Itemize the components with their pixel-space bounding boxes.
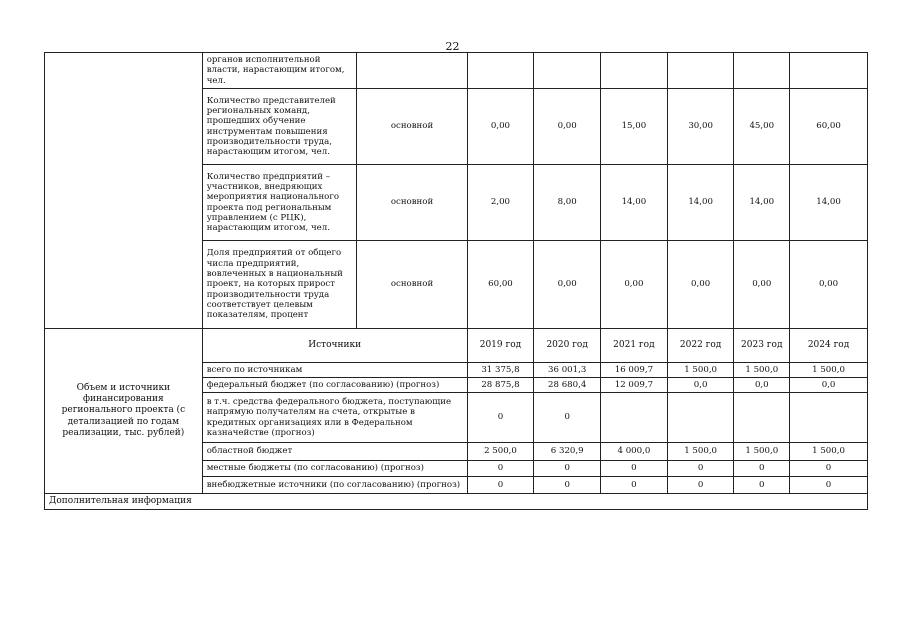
financing-value: 2 500,0 [467, 443, 534, 461]
indicator-value [734, 53, 790, 89]
financing-value: 0,0 [667, 378, 734, 393]
indicator-name: Доля предприятий от общего числа предприятий, вовлеченных в национальный проект, на которых прирост производительности труда соответствует целевым показателям, процент [202, 241, 357, 329]
indicator-value: 45,00 [734, 89, 790, 165]
source-name: федеральный бюджет (по согласованию) (прогноз) [202, 378, 467, 393]
source-name: всего по источникам [202, 363, 467, 378]
indicator-value: 14,00 [601, 165, 668, 241]
indicator-value [534, 53, 601, 89]
financing-value: 1 500,0 [734, 363, 790, 378]
financing-value: 0 [467, 477, 534, 494]
financing-value: 16 009,7 [601, 363, 668, 378]
indicator-value: 14,00 [734, 165, 790, 241]
indicator-value: 0,00 [734, 241, 790, 329]
indicator-value: 0,00 [534, 241, 601, 329]
indicator-value: 30,00 [667, 89, 734, 165]
year-header: 2022 год [667, 329, 734, 363]
additional-info: Дополнительная информация [45, 494, 868, 510]
indicator-type: основной [357, 89, 467, 165]
financing-value: 0,0 [790, 378, 868, 393]
indicator-value: 0,00 [534, 89, 601, 165]
financing-value: 1 500,0 [734, 443, 790, 461]
page-number: 22 [445, 40, 460, 53]
financing-value: 28 875,8 [467, 378, 534, 393]
financing-value: 1 500,0 [790, 363, 868, 378]
financing-value: 0 [734, 461, 790, 477]
indicator-value [790, 53, 868, 89]
project-table [44, 52, 868, 510]
indicator-value [667, 53, 734, 89]
indicator-row [45, 53, 868, 89]
financing-value: 0 [534, 477, 601, 494]
year-header: 2023 год [734, 329, 790, 363]
financing-value: 12 009,7 [601, 378, 668, 393]
indicator-name: Количество предприятий – участников, внедряющих мероприятия национального проекта под региональным управлением (с РЦК), нарастающим итогом, чел. [202, 165, 357, 241]
indicator-value: 60,00 [467, 241, 534, 329]
financing-value: 0,0 [734, 378, 790, 393]
financing-value: 0 [534, 461, 601, 477]
year-header: 2020 год [534, 329, 601, 363]
financing-value: 36 001,3 [534, 363, 601, 378]
financing-label: Объем и источники финансирования регионального проекта (с детализацией по годам реализации, тыс. рублей) [45, 329, 203, 494]
indicator-name: Количество представителей региональных команд, прошедших обучение инструментам повышения производительности труда, нарастающим итогом, чел. [202, 89, 357, 165]
financing-value: 0 [667, 477, 734, 494]
indicator-name: органов исполнительной власти, нарастающим итогом, чел. [202, 53, 357, 89]
financing-value: 1 500,0 [667, 363, 734, 378]
source-name: областной бюджет [202, 443, 467, 461]
financing-value: 1 500,0 [667, 443, 734, 461]
financing-value: 1 500,0 [790, 443, 868, 461]
financing-value: 0 [534, 393, 601, 443]
indicator-value: 2,00 [467, 165, 534, 241]
financing-value: 0 [467, 393, 534, 443]
indicator-value [601, 53, 668, 89]
financing-value: 0 [790, 477, 868, 494]
indicator-value: 0,00 [790, 241, 868, 329]
indicator-type [357, 53, 467, 89]
financing-value [734, 393, 790, 443]
indicator-left-cell [45, 53, 203, 329]
source-name: в т.ч. средства федерального бюджета, поступающие напрямую получателям на счета, открытые в кредитных организациях или в Федеральном казначействе (прогноз) [202, 393, 467, 443]
indicator-value: 14,00 [667, 165, 734, 241]
financing-value: 31 375,8 [467, 363, 534, 378]
indicator-value: 14,00 [790, 165, 868, 241]
indicator-value [467, 53, 534, 89]
indicator-value: 8,00 [534, 165, 601, 241]
financing-value: 4 000,0 [601, 443, 668, 461]
financing-value: 0 [667, 461, 734, 477]
year-header: 2021 год [601, 329, 668, 363]
year-header: 2019 год [467, 329, 534, 363]
additional-info-row [45, 494, 868, 510]
source-name: местные бюджеты (по согласованию) (прогноз) [202, 461, 467, 477]
indicator-type: основной [357, 165, 467, 241]
financing-value: 0 [734, 477, 790, 494]
indicator-value: 0,00 [467, 89, 534, 165]
financing-value: 0 [467, 461, 534, 477]
financing-value [601, 393, 668, 443]
financing-value: 28 680,4 [534, 378, 601, 393]
financing-value: 6 320,9 [534, 443, 601, 461]
source-name: внебюджетные источники (по согласованию) (прогноз) [202, 477, 467, 494]
financing-value: 0 [601, 477, 668, 494]
financing-value [667, 393, 734, 443]
indicator-value: 60,00 [790, 89, 868, 165]
sources-header: Источники [202, 329, 467, 363]
indicator-type: основной [357, 241, 467, 329]
financing-value: 0 [601, 461, 668, 477]
indicator-value: 0,00 [601, 241, 668, 329]
financing-value: 0 [790, 461, 868, 477]
financing-header-row [45, 329, 868, 363]
indicator-value: 15,00 [601, 89, 668, 165]
indicator-value: 0,00 [667, 241, 734, 329]
financing-value [790, 393, 868, 443]
year-header: 2024 год [790, 329, 868, 363]
